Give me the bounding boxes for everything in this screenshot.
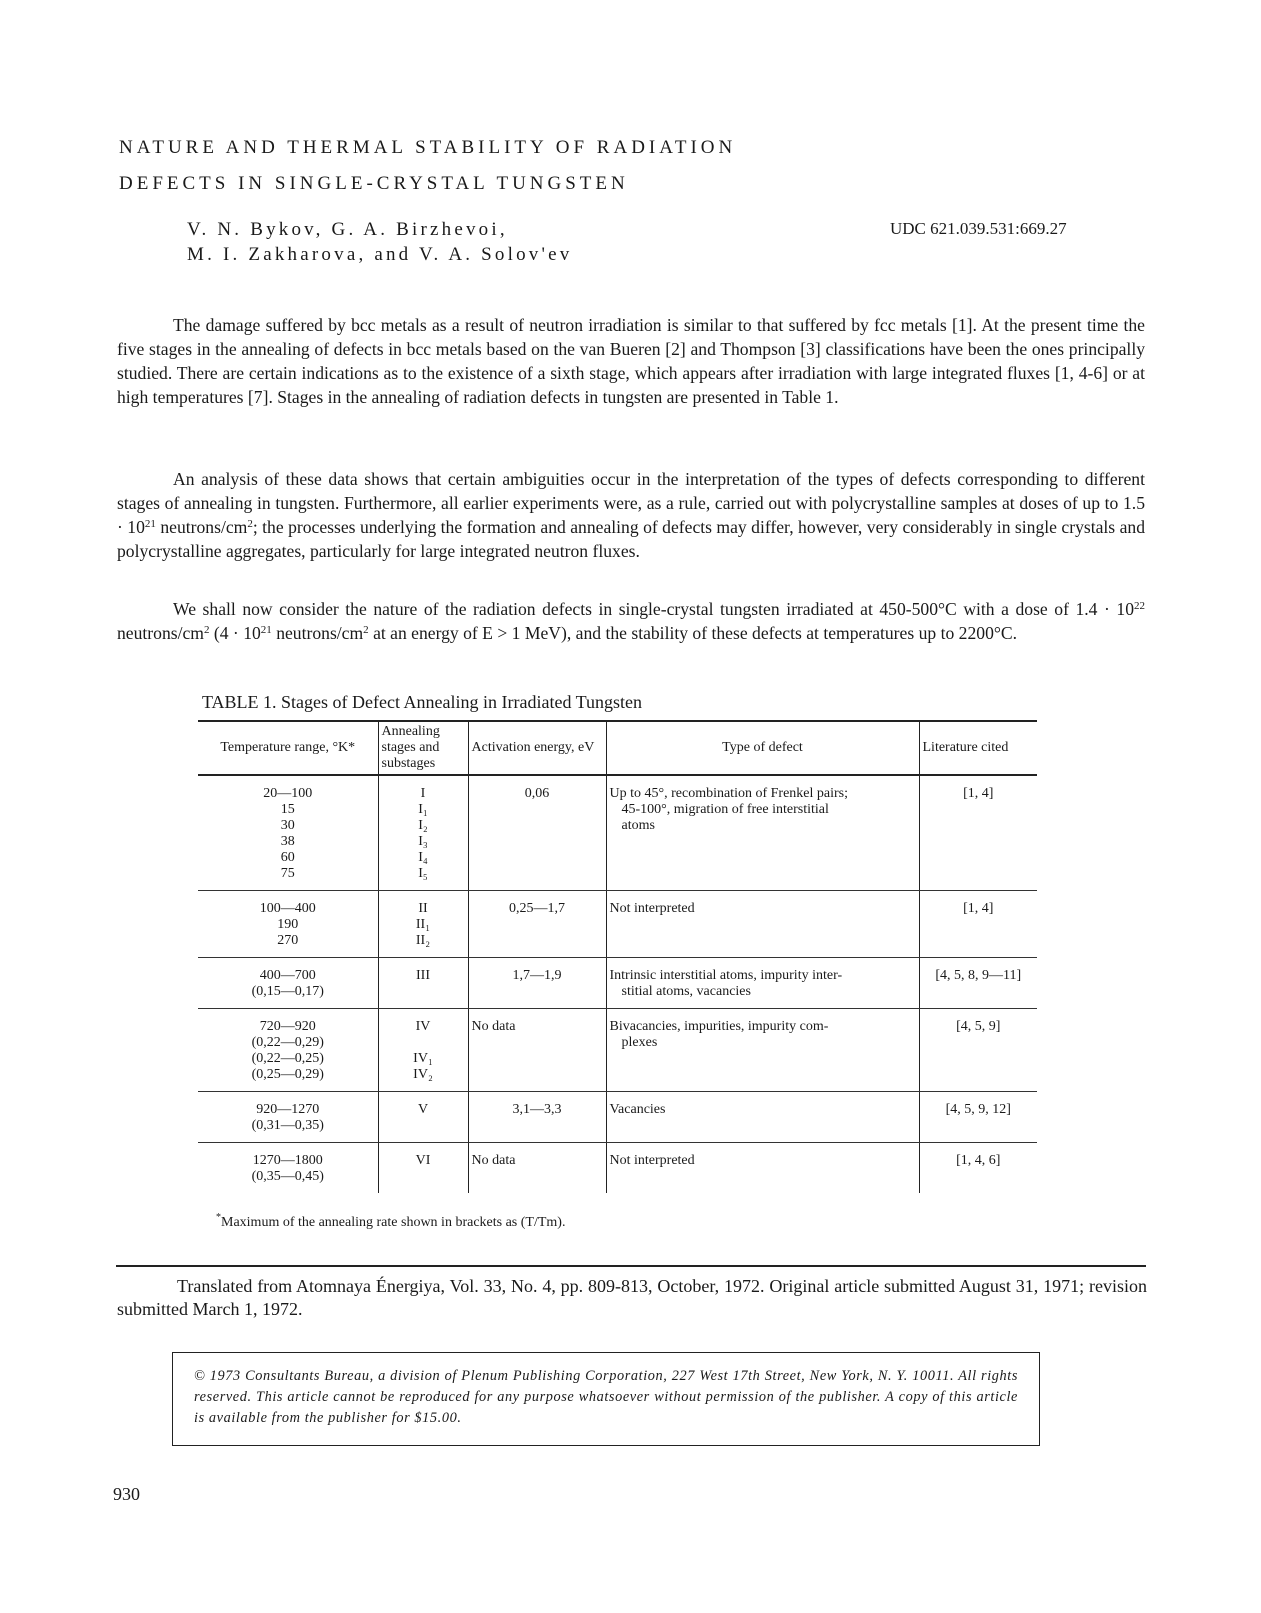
cell-type-of-defect (606, 958, 919, 1009)
cell-type-of-defect-line: Not interpreted (609, 901, 695, 916)
cell-annealing-stage-line: II₂ (415, 933, 431, 948)
paragraph-3-text-a: We shall now consider the nature of the radiation defects in single-crystal tungsten irradiated at 450-500°C with a dose of 1.4 · 10 (173, 599, 1134, 619)
cell-annealing-stage-line: I₂ (418, 818, 428, 833)
cell-temperature-range-line: (0,25—0,29) (251, 1067, 324, 1082)
cell-temperature-range-line: 30 (280, 818, 295, 833)
paragraph-3-exponent-1: 22 (1134, 600, 1145, 612)
cell-temperature-range (198, 1092, 378, 1143)
table-header-row (198, 721, 1037, 775)
cell-temperature-range (198, 1009, 378, 1092)
cell-literature-cited: [1, 4] (919, 775, 1037, 891)
cell-literature-cited: [4, 5, 9, 12] (919, 1092, 1037, 1143)
cell-type-of-defect-line: Bivacancies, impurities, impurity com- (609, 1019, 829, 1034)
cell-annealing-stage-line (382, 1035, 465, 1051)
authors-line-2: M. I. Zakharova, and V. A. Solov'ev (187, 244, 573, 265)
copyright-notice: © 1973 Consultants Bureau, a division of Plenum Publishing Corporation, 227 West 17th Street, New York, N. Y. 10011. All rights reserved. This article cannot be reproduced for any purpose whatsoever without permission of the publisher. A copy of this article is available from the publisher for $15.00. (172, 1352, 1040, 1446)
cell-annealing-stage-line: II₁ (415, 917, 431, 932)
table-row (198, 1092, 1037, 1143)
cell-temperature-range-line: (0,15—0,17) (251, 984, 324, 999)
cell-type-of-defect (606, 1092, 919, 1143)
paragraph-3-text-d: neutrons/cm (271, 623, 364, 643)
paragraph-2-text-c: ; the processes underlying the formation and annealing of defects may differ, however, very considerably in single crystals and polycrystalline aggregates, particularly for large integrated neutron fluxes. (117, 517, 1145, 561)
cell-temperature-range (198, 775, 378, 891)
paragraph-2-exponent-2: 2 (247, 518, 253, 530)
cell-type-of-defect (606, 775, 919, 891)
paragraph-3-text-e: at an energy of E > 1 MeV), and the stability of these defects at temperatures up to 2200°C. (368, 623, 1018, 643)
cell-temperature-range-line: 400—700 (259, 968, 316, 983)
cell-temperature-range-line: 190 (277, 917, 299, 932)
cell-literature-cited: [1, 4] (919, 891, 1037, 958)
udc-code: UDC 621.039.531:669.27 (890, 219, 1067, 238)
cell-annealing-stage (378, 958, 468, 1009)
cell-annealing-stage-line: II (418, 901, 428, 916)
defect-annealing-table (198, 720, 1037, 1193)
cell-literature-cited: [4, 5, 8, 9—11] (919, 958, 1037, 1009)
paragraph-2-exponent-1: 21 (144, 518, 156, 530)
cell-temperature-range (198, 958, 378, 1009)
table-row (198, 958, 1037, 1009)
cell-temperature-range-line: 75 (280, 866, 295, 881)
table-footnote (216, 1212, 565, 1231)
cell-activation-energy: 1,7—1,9 (468, 958, 606, 1009)
footer-rule (116, 1265, 1146, 1267)
cell-temperature-range-line: 720—920 (259, 1019, 316, 1034)
cell-type-of-defect (606, 891, 919, 958)
cell-activation-energy: No data (468, 1143, 606, 1194)
cell-temperature-range (198, 891, 378, 958)
cell-temperature-range (198, 1143, 378, 1194)
table-row (198, 891, 1037, 958)
cell-annealing-stage (378, 891, 468, 958)
authors-line-1: V. N. Bykov, G. A. Birzhevoi, (187, 219, 508, 240)
cell-annealing-stage-line: I₄ (418, 850, 428, 865)
cell-annealing-stage-line: III (416, 968, 430, 983)
paragraph-3 (117, 597, 1145, 645)
footnote-star: * (216, 1212, 221, 1223)
header-temperature-range: Temperature range, °K* (198, 721, 378, 775)
cell-annealing-stage-line: IV (415, 1019, 431, 1034)
cell-temperature-range-line: 100—400 (259, 901, 316, 916)
cell-annealing-stage-line: IV₁ (413, 1051, 433, 1066)
paragraph-3-exponent-4: 2 (363, 624, 369, 636)
cell-annealing-stage (378, 1092, 468, 1143)
cell-type-of-defect-line: 45-100°, migration of free interstitial (621, 802, 829, 817)
cell-type-of-defect-line: stitial atoms, vacancies (621, 984, 751, 999)
cell-annealing-stage (378, 1143, 468, 1194)
cell-annealing-stage-line: I₅ (418, 866, 428, 881)
table-row (198, 775, 1037, 891)
cell-type-of-defect-line: Not interpreted (609, 1153, 695, 1168)
cell-type-of-defect-line: plexes (621, 1035, 658, 1050)
paragraph-2-text-a: An analysis of these data shows that certain ambiguities occur in the interpretation of the types of defects corresponding to different stages of annealing in tungsten. Furthermore, all earlier experiments were, as a rule, carried out with polycrystalline samples at doses of up to 1.5 · 10 (117, 469, 1145, 537)
cell-temperature-range-line: 270 (277, 933, 299, 948)
translation-note: Translated from Atomnaya Énergiya, Vol. 33, No. 4, pp. 809-813, October, 1972. Original article submitted August 31, 1971; revision submitted March 1, 1972. (117, 1276, 1147, 1319)
table-caption: TABLE 1. Stages of Defect Annealing in Irradiated Tungsten (202, 692, 642, 712)
cell-temperature-range-line: 920—1270 (256, 1102, 320, 1117)
cell-annealing-stage-line: IV₂ (413, 1067, 433, 1082)
paragraph-1: The damage suffered by bcc metals as a result of neutron irradiation is similar to that suffered by fcc metals [1]. At the present time the five stages in the annealing of defects in bcc metals based on the van Bueren [2] and Thompson [3] classifications have been the ones principally studied. There are certain indications as to the existence of a sixth stage, which appears after irradiation with large integrated fluxes [1, 4-6] or at high temperatures [7]. Stages in the annealing of radiation defects in tungsten are presented in Table 1. (117, 315, 1145, 407)
cell-type-of-defect (606, 1143, 919, 1194)
header-type-of-defect: Type of defect (606, 721, 919, 775)
cell-temperature-range-line: 60 (280, 850, 295, 865)
paragraph-3-text-c: (4 · 10 (209, 623, 261, 643)
cell-temperature-range-line: (0,35—0,45) (251, 1169, 324, 1184)
cell-temperature-range-line: 15 (280, 802, 295, 817)
cell-temperature-range-line: 20—100 (263, 786, 313, 801)
cell-temperature-range-line: 1270—1800 (252, 1153, 323, 1168)
cell-annealing-stage (378, 1009, 468, 1092)
cell-temperature-range-line: 38 (280, 834, 295, 849)
article-title-line-2: DEFECTS IN SINGLE-CRYSTAL TUNGSTEN (119, 173, 629, 194)
article-title-line-1: NATURE AND THERMAL STABILITY OF RADIATION (119, 137, 737, 158)
footnote-text: Maximum of the annealing rate shown in brackets as (T/Tm). (221, 1215, 566, 1230)
cell-type-of-defect-line: atoms (621, 818, 655, 833)
cell-annealing-stage-line: VI (415, 1153, 431, 1168)
cell-literature-cited: [1, 4, 6] (919, 1143, 1037, 1194)
cell-literature-cited: [4, 5, 9] (919, 1009, 1037, 1092)
cell-activation-energy: No data (468, 1009, 606, 1092)
cell-type-of-defect-line: Up to 45°, recombination of Frenkel pairs; (609, 786, 848, 801)
cell-annealing-stage-line: I₁ (418, 802, 428, 817)
cell-temperature-range-line: (0,31—0,35) (251, 1118, 324, 1133)
cell-type-of-defect-line: Intrinsic interstitial atoms, impurity inter- (609, 968, 843, 983)
cell-annealing-stage (378, 775, 468, 891)
cell-temperature-range-line: (0,22—0,29) (251, 1035, 324, 1050)
paragraph-2-text-b: neutrons/cm (155, 517, 248, 537)
paragraph-3-text-b: neutrons/cm (117, 623, 204, 643)
cell-type-of-defect-line: Vacancies (609, 1102, 666, 1117)
cell-type-of-defect (606, 1009, 919, 1092)
cell-annealing-stage-line: I (420, 786, 426, 801)
cell-annealing-stage-line: I₃ (418, 834, 428, 849)
table-row (198, 1143, 1037, 1194)
paragraph-2 (117, 467, 1145, 563)
cell-annealing-stage-line: V (417, 1102, 429, 1117)
table-row (198, 1009, 1037, 1092)
cell-temperature-range-line: (0,22—0,25) (251, 1051, 324, 1066)
paragraph-3-exponent-3: 21 (260, 624, 272, 636)
cell-activation-energy: 3,1—3,3 (468, 1092, 606, 1143)
header-activation-energy: Activation energy, eV (468, 721, 606, 775)
page-number: 930 (113, 1484, 140, 1504)
header-literature-cited: Literature cited (919, 721, 1037, 775)
cell-activation-energy: 0,25—1,7 (468, 891, 606, 958)
cell-activation-energy: 0,06 (468, 775, 606, 891)
header-annealing-stages: Annealing stages and substages (378, 721, 468, 775)
paragraph-3-exponent-2: 2 (203, 624, 210, 636)
